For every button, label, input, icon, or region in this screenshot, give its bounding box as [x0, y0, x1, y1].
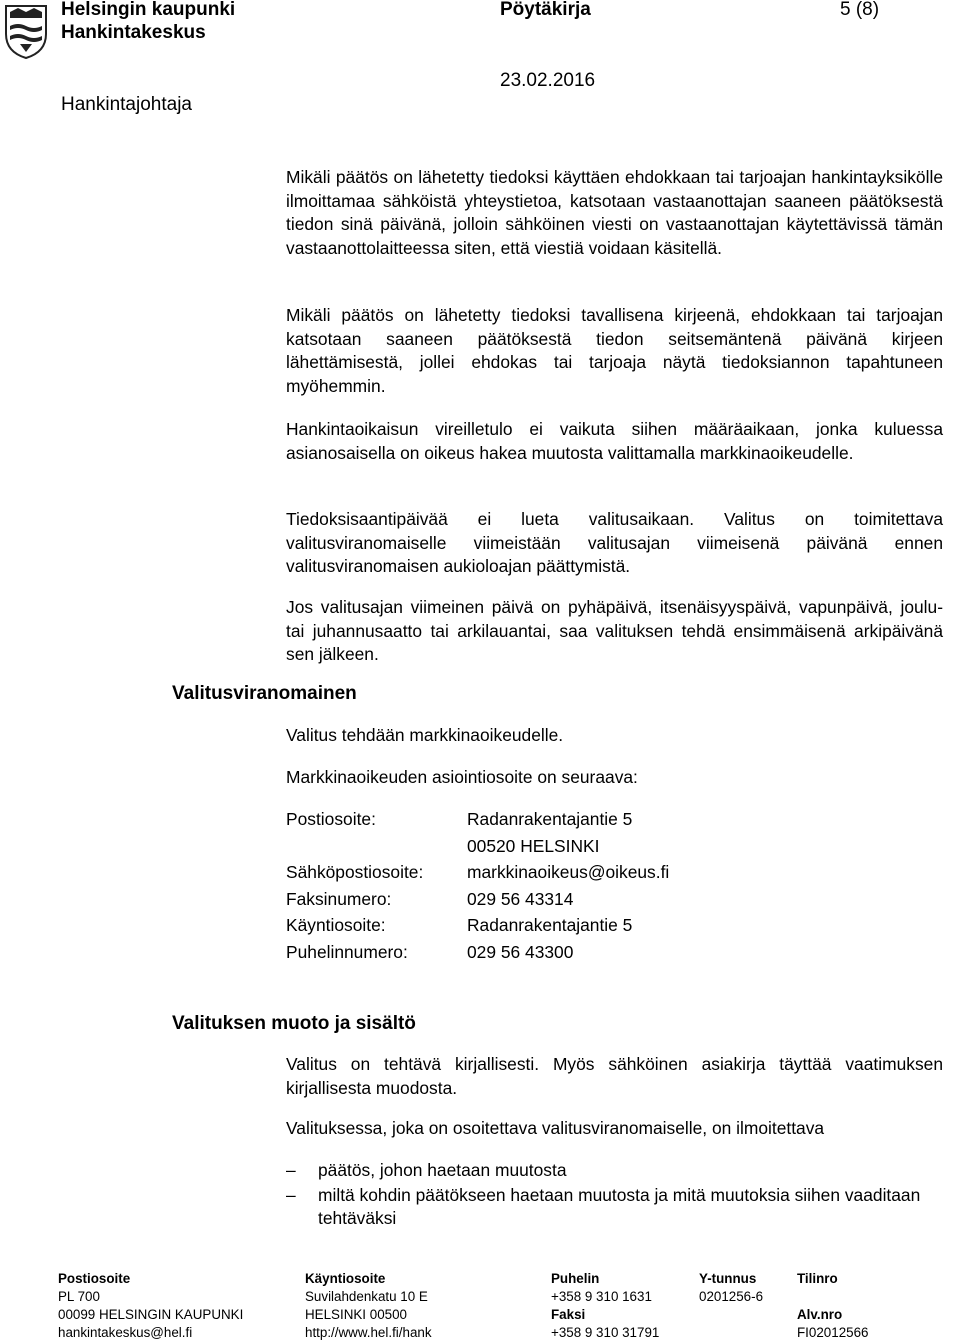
footer-line: FI02012566 [797, 1325, 869, 1340]
contact-label: Puhelinnumero: [286, 941, 408, 962]
contact-value: 00520 HELSINKI [467, 835, 600, 856]
role-title: Hankintajohtaja [61, 94, 192, 115]
paragraph-required-content: Valituksessa, joka on osoitettava valitusviranomaiselle, on ilmoitettava [286, 1118, 825, 1138]
section-label-authority: Valitusviranomainen [172, 683, 357, 704]
court-contact-list [286, 806, 669, 965]
paragraph-letter-notice: Mikäli päätös on lähetetty tiedoksi tavallisena kirjeenä, ehdokkaan tai tarjoajan katsotaan saaneen päätöksestä tiedon seitsemäntenä päivänä kirjeen lähettämisestä, jollei ehdokas tai tarjoaja näytä tiedoksiannon tapahtuneen myöhemmin. [286, 305, 943, 397]
required-content-list [286, 1159, 943, 1231]
page-number: 5 (8) [840, 0, 880, 20]
paragraph-appeal-court: Valitus tehdään markkinaoikeudelle. [286, 725, 564, 745]
contact-label: Faksinumero: [286, 888, 392, 909]
contact-email-link[interactable]: markkinaoikeus@oikeus.fi [467, 862, 670, 882]
footer-line: +358 9 310 1631 [551, 1289, 652, 1304]
footer-line: Suvilahdenkatu 10 E [305, 1289, 428, 1304]
contact-row-email [286, 859, 669, 886]
footer-account [797, 1270, 868, 1342]
footer-heading: Puhelin [551, 1271, 600, 1286]
footer-line: PL 700 [58, 1289, 100, 1304]
footer-heading: Tilinro [797, 1271, 838, 1286]
contact-row-postal [286, 806, 669, 833]
contact-label: Postiosoite: [286, 809, 376, 829]
document-type: Pöytäkirja [500, 0, 591, 20]
list-item [286, 1159, 943, 1183]
document-date: 23.02.2016 [500, 70, 596, 91]
footer-line: 00099 HELSINGIN KAUPUNKI [58, 1307, 244, 1322]
footer-heading: Postiosoite [58, 1271, 131, 1286]
paragraph-electronic-notice: Mikäli päätös on lähetetty tiedoksi käyttäen ehdokkaan tai tarjoajan hankintayksikölle ilmoittamaa sähköistä yhteystietoa, katsotaan vastaanottajan saaneen päätöksestä tiedon sinä päivänä, jolloin sähköinen viesti on vastaanottajan käytettävissä tämän vastaanottolaitteessa siten, että viestiä voidaan käsitellä. [286, 167, 943, 259]
contact-value: Radanrakentajantie 5 [467, 809, 633, 829]
list-item-text: miltä kohdin päätökseen haetaan muutosta ja mitä muutoksia siihen vaaditaan tehtäväksi [318, 1184, 921, 1229]
footer-line: 0201256-6 [699, 1289, 764, 1304]
city-crest-logo [4, 4, 48, 60]
contact-label: Käyntiosoite: [286, 915, 386, 935]
footer-web-link[interactable]: http://www.hel.fi/hank [305, 1325, 432, 1340]
contact-value: Radanrakentajantie 5 [467, 915, 633, 935]
contact-row-phone [286, 939, 669, 966]
contact-value: 029 56 43314 [467, 888, 574, 909]
paragraph-appeal-deadline: Tiedoksisaantipäivää ei lueta valitusaikaan. Valitus on toimitettava valitusviranomaiselle viimeistään valitusajan viimeisenä päivänä ennen valitusviranomaisen aukioloajan päättymistä. [286, 509, 943, 577]
list-item [286, 1184, 943, 1231]
footer-phone [551, 1270, 659, 1342]
org-name: Helsingin kaupunki [61, 0, 236, 20]
dash-bullet: – [286, 1160, 296, 1180]
section-label-form: Valituksen muoto ja sisältö [172, 1013, 416, 1034]
contact-row-fax [286, 886, 669, 913]
contact-label: Sähköpostiosoite: [286, 862, 424, 882]
footer-line: +358 9 310 31791 [551, 1325, 660, 1340]
footer-heading: Y-tunnus [699, 1271, 757, 1286]
footer-email-link[interactable]: hankintakeskus@hel.fi [58, 1325, 193, 1340]
footer-subheading: Alv.nro [797, 1307, 843, 1322]
paragraph-holiday-rule: Jos valitusajan viimeinen päivä on pyhäpäivä, itsenäisyyspäivä, vapunpäivä, joulu- tai juhannusaatto tai arkilauantai, saa valituksen tehdä ensimmäisenä arkipäivänä sen jälkeen. [286, 597, 943, 665]
unit-name: Hankintakeskus [61, 22, 206, 43]
footer-heading: Käyntiosoite [305, 1271, 386, 1286]
contact-row-visiting [286, 912, 669, 939]
paragraph-rectification: Hankintaoikaisun vireilletulo ei vaikuta siihen määräaikaan, jonka kuluessa asianosaisella on oikeus hakea muutosta valittamalla markkinaoikeudelle. [286, 419, 943, 463]
footer-subheading: Faksi [551, 1307, 586, 1322]
contact-value: 029 56 43300 [467, 941, 574, 962]
footer-postal [58, 1270, 243, 1342]
paragraph-court-address-intro: Markkinaoikeuden asiointiosoite on seuraava: [286, 767, 638, 787]
footer-visiting [305, 1270, 432, 1342]
dash-bullet: – [286, 1184, 296, 1205]
paragraph-written-form: Valitus on tehtävä kirjallisesti. Myös sähköinen asiakirja täyttää vaatimuksen kirjallisesta muodosta. [286, 1054, 943, 1098]
footer-line: HELSINKI 00500 [305, 1307, 407, 1322]
list-item-text: päätös, johon haetaan muutosta [318, 1160, 567, 1180]
footer-business-id [699, 1270, 763, 1306]
contact-row-postal-code [286, 833, 669, 860]
